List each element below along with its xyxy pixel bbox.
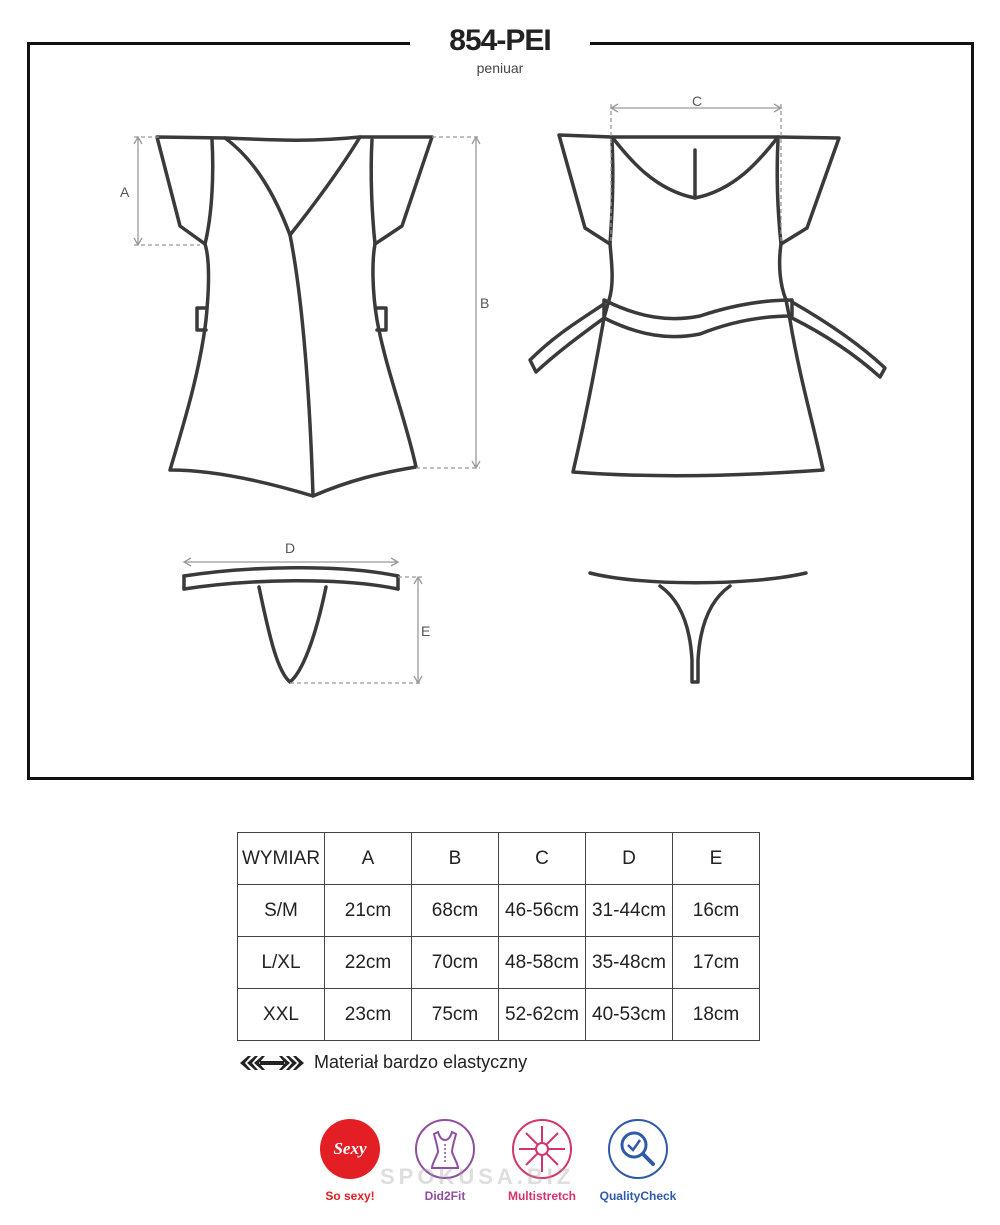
table-header-cell: WYMIAR xyxy=(238,833,325,885)
badge-quality-check xyxy=(588,1118,688,1203)
badge-multistretch xyxy=(492,1118,592,1203)
dim-label-a: A xyxy=(120,184,130,200)
dimension-lines xyxy=(134,104,781,683)
badge-label: Did2Fit xyxy=(424,1189,466,1203)
robe-back-outline xyxy=(530,135,885,476)
table-cell: 16cm xyxy=(673,885,760,937)
badge-did2fit xyxy=(395,1118,495,1203)
robe-front-outline xyxy=(157,137,432,496)
table-cell: 18cm xyxy=(673,989,760,1041)
table-cell: 70cm xyxy=(412,937,499,989)
table-cell: 48-58cm xyxy=(499,937,586,989)
table-cell: 17cm xyxy=(673,937,760,989)
badge-so-sexy xyxy=(300,1118,400,1203)
thong-front-outline xyxy=(184,568,398,682)
table-cell: 31-44cm xyxy=(586,885,673,937)
table-cell: 52-62cm xyxy=(499,989,586,1041)
table-cell: 22cm xyxy=(325,937,412,989)
elastic-material-text: Materiał bardzo elastyczny xyxy=(314,1052,528,1072)
table-cell: 46-56cm xyxy=(499,885,586,937)
quality-check-icon xyxy=(607,1118,669,1180)
elastic-material-note xyxy=(240,1052,527,1073)
dim-label-e: E xyxy=(421,623,431,639)
table-cell: XXL xyxy=(238,989,325,1041)
dim-label-c: C xyxy=(692,93,703,109)
sexy-logo-text: Sexy xyxy=(333,1139,367,1158)
table-row xyxy=(238,885,760,937)
size-table xyxy=(237,832,760,1041)
stretch-arrows-icon xyxy=(240,1055,304,1071)
table-row xyxy=(238,989,760,1041)
dim-label-b: B xyxy=(480,295,490,311)
table-cell: S/M xyxy=(238,885,325,937)
table-cell: 35-48cm xyxy=(586,937,673,989)
table-cell: 21cm xyxy=(325,885,412,937)
badge-label: QualityCheck xyxy=(599,1189,677,1203)
table-header-cell: E xyxy=(673,833,760,885)
badge-label: So sexy! xyxy=(325,1189,375,1203)
table-cell: L/XL xyxy=(238,937,325,989)
feature-badges xyxy=(300,1118,700,1208)
watermark: SPOKUSA.BIZ xyxy=(380,1164,575,1189)
model-title: 854-PEI xyxy=(449,24,551,57)
table-cell: 23cm xyxy=(325,989,412,1041)
table-header-cell: C xyxy=(499,833,586,885)
table-header-row xyxy=(238,833,760,885)
dim-label-d: D xyxy=(285,540,296,556)
badge-label: Multistretch xyxy=(507,1189,576,1203)
table-row xyxy=(238,937,760,989)
thong-back-outline xyxy=(590,573,806,682)
table-header-cell: A xyxy=(325,833,412,885)
table-cell: 40-53cm xyxy=(586,989,673,1041)
sexy-logo xyxy=(319,1118,381,1180)
table-cell: 68cm xyxy=(412,885,499,937)
table-cell: 75cm xyxy=(412,989,499,1041)
table-header-cell: D xyxy=(586,833,673,885)
table-header-cell: B xyxy=(412,833,499,885)
product-type: peniuar xyxy=(476,60,524,76)
